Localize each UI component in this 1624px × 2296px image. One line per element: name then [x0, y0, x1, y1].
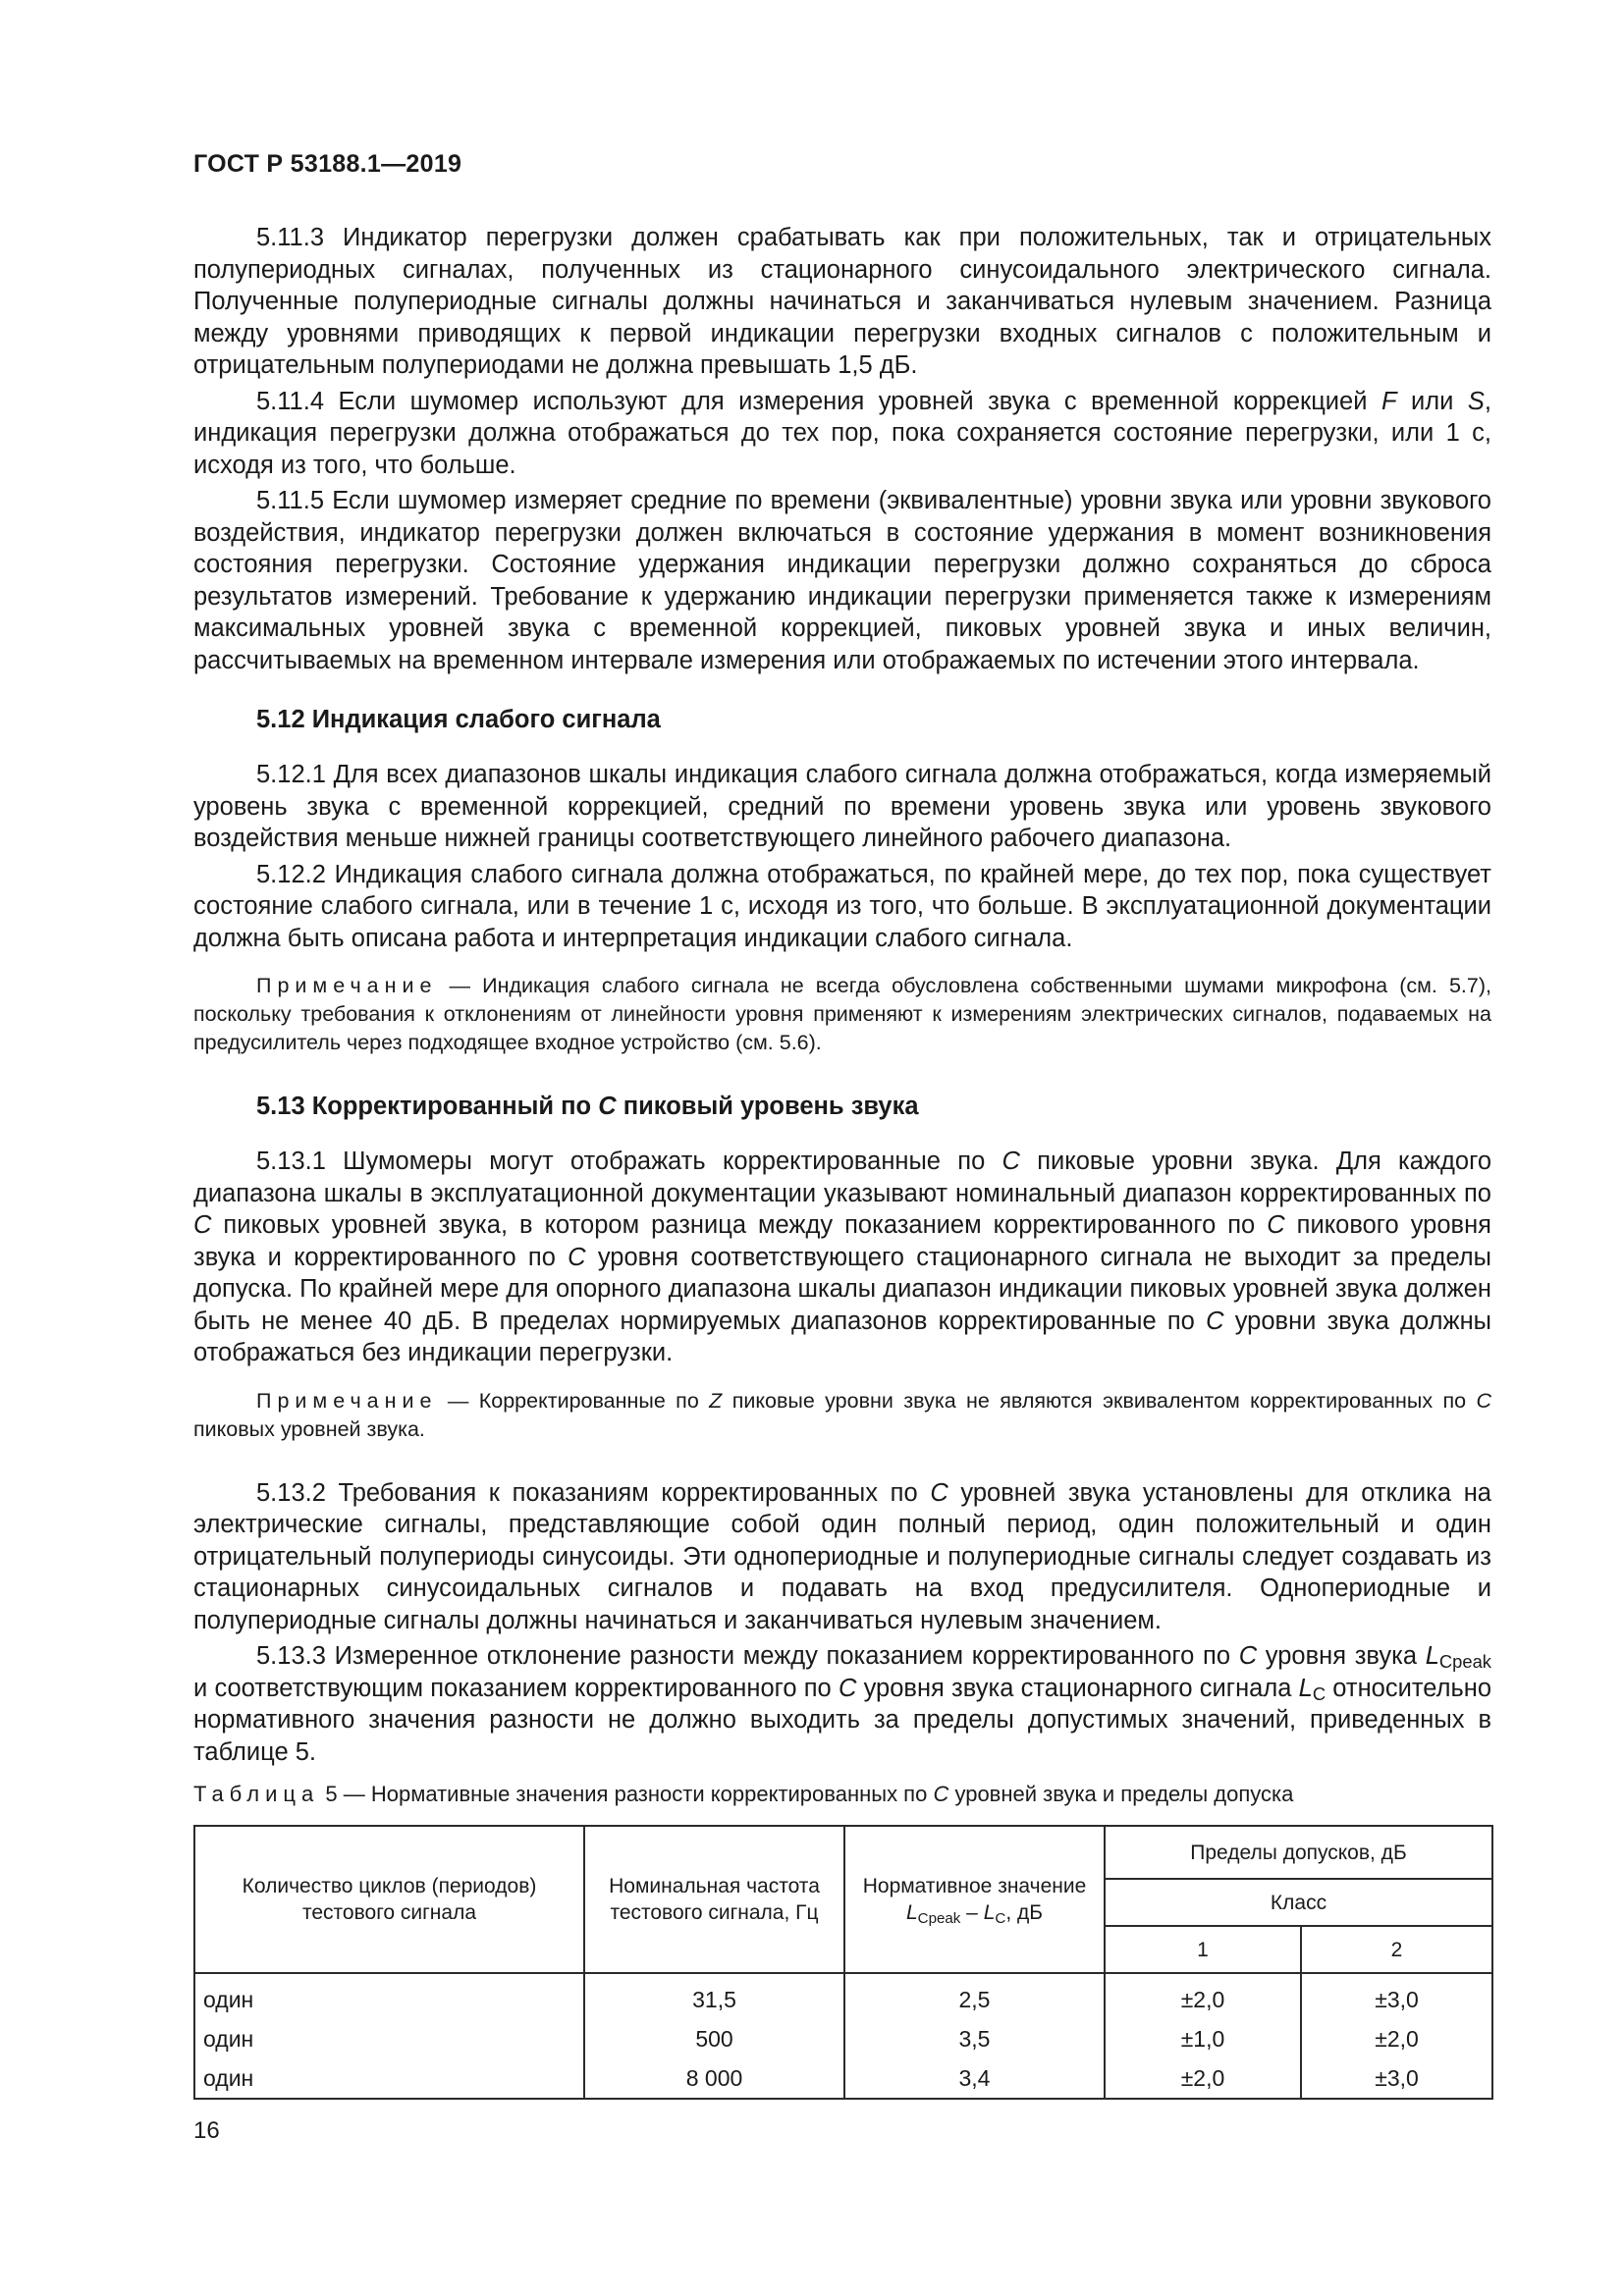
page-number: 16 [193, 2117, 220, 2144]
paragraph-5-13-1: 5.13.1 Шумомеры могут отображать корректированные по C пиковые уровни звука. Для каждого диапазона шкалы в эксплуатационной документации указывают номинальный диапазон корректированных по C пиковых уровней звука, в котором разница между показанием корректированного по C пикового уровня звука и корректированного по C уровня соответствующего стационарного сигнала не выходит за пределы допуска. По крайней мере для опорного диапазона шкалы диапазон индикации пиковых уровней звука должен быть не менее 40 дБ. В пределах нормируемых диапазонов корректированные по C уровни звука должны отображаться без индикации перегрузки. [193, 1148, 1491, 1366]
header-limits: Пределы допусков, дБ [1105, 1826, 1492, 1879]
table-5 [193, 1825, 1493, 2100]
cell-normative: 3,4 [844, 2058, 1105, 2099]
paragraph-5-12-2: 5.12.2 Индикация слабого сигнала должна отображаться, по крайней мере, до тех пор, пока существует состояние слабого сигнала, или в течение 1 с, исходя из того, что больше. В эксплуатационной документации должна быть описана работа и интерпретация индикации слабого сигнала. [193, 860, 1491, 952]
table-caption: Таблица 5 — Нормативные значения разности корректированных по C уровней звука и пределы допуска [193, 1782, 1294, 1806]
body-text [193, 222, 1491, 2100]
cell-class-1: ±2,0 [1105, 1973, 1301, 2019]
table-row [194, 1973, 1492, 2019]
document-header: ГОСТ Р 53188.1—2019 [193, 150, 462, 178]
paragraph-5-11-5: 5.11.5 Если шумомер измеряет средние по времени (эквивалентные) уровни звука или уровни звукового воздействия, индикатор перегрузки должен включаться в состояние удержания в момент возникновения состояния перегрузки. Состояние удержания индикации перегрузки должно сохраняться до сброса результатов измерений. Требование к удержанию индикации перегрузки применяется также к измерениям максимальных уровней звука с временной коррекцией, пиковых уровней звука и иных величин, рассчитываемых на временном интервале измерения или отображаемых по истечении этого интервала. [193, 487, 1491, 674]
cell-class-2: ±3,0 [1301, 2058, 1492, 2099]
table-row [194, 2019, 1492, 2058]
cell-class-2: ±3,0 [1301, 1973, 1492, 2019]
note-5-12: Примечание — Индикация слабого сигнала не всегда обусловлена собственными шумами микрофона (см. 5.7), поскольку требования к отклонениям от линейности уровня применяют к измерениям электрических сигналов, подаваемых на предусилитель через подходящее входное устройство (см. 5.6). [193, 974, 1491, 1054]
paragraph-5-13-3: 5.13.3 Измеренное отклонение разности между показанием корректированного по C уровня звука $L_{Cpeak}$ и соответствующим показанием корректированного по C уровня звука стационарного сигнала $L_C$ относительно нормативного значения разности не должно выходить за пределы допустимых значений, приведенных в таблице 5. [193, 1642, 1492, 1766]
table-row [194, 2058, 1492, 2099]
cell-frequency: 500 [584, 2019, 844, 2058]
paragraph-5-11-3: 5.11.3 Индикатор перегрузки должен срабатывать как при положительных, так и отрицательных полупериодных сигналах, полученных из стационарного синусоидального электрического сигнала. Полученные полупериодные сигналы должны начинаться и заканчиваться нулевым значением. Разница между уровнями приводящих к первой индикации перегрузки входных сигналов с положительным и отрицательным полупериодами не должна превышать 1,5 дБ. [193, 224, 1491, 379]
header-class: Класс [1105, 1879, 1492, 1926]
header-cycles: Количество циклов (периодов) тестового сигнала [194, 1826, 584, 1973]
section-heading-5-13: 5.13 Корректированный по C пиковый уровень звука [256, 1093, 919, 1120]
paragraph-5-11-4: 5.11.4 Если шумомер используют для измерения уровней звука с временной коррекцией F или S, индикация перегрузки должна отображаться до тех пор, пока сохраняется состояние перегрузки, или 1 с, исходя из того, что больше. [193, 387, 1491, 479]
paragraph-5-12-1: 5.12.1 Для всех диапазонов шкалы индикация слабого сигнала должна отображаться, когда измеряемый уровень звука с временной коррекцией, средний по времени уровень звука или уровень звукового воздействия меньше нижней границы соответствующего линейного рабочего диапазона. [193, 761, 1491, 852]
cell-cycles: один [194, 2058, 584, 2099]
cell-frequency: 31,5 [584, 1973, 844, 2019]
cell-class-1: ±2,0 [1105, 2058, 1301, 2099]
cell-normative: 3,5 [844, 2019, 1105, 2058]
paragraph-5-13-2: 5.13.2 Требования к показаниям корректированных по C уровней звука установлены для отклика на электрические сигналы, представляющие собой один полный период, один положительный и один отрицательный полупериоды синусоиды. Эти однопериодные и полупериодные сигналы следует создавать из стационарных синусоидальных сигналов и подавать на вход предусилителя. Однопериодные и полупериодные сигналы должны начинаться и заканчиваться нулевым значением. [193, 1478, 1491, 1634]
document-page [193, 0, 1491, 2296]
cell-frequency: 8 000 [584, 2058, 844, 2099]
cell-normative: 2,5 [844, 1973, 1105, 2019]
cell-cycles: один [194, 2019, 584, 2058]
cell-cycles: один [194, 1973, 584, 2019]
note-5-13: Примечание — Корректированные по Z пиковые уровни звука не являются эквивалентом корректированных по C пиковых уровней звука. [193, 1388, 1492, 1441]
header-class-1: 1 [1105, 1926, 1301, 1973]
section-heading-5-12: 5.12 Индикация слабого сигнала [256, 706, 661, 733]
header-normative: Нормативное значение $L_{Cpeak} - L_C$, дБ [844, 1826, 1105, 1973]
cell-class-2: ±2,0 [1301, 2019, 1492, 2058]
header-class-2: 2 [1301, 1926, 1492, 1973]
cell-class-1: ±1,0 [1105, 2019, 1301, 2058]
header-frequency: Номинальная частота тестового сигнала, Гц [584, 1826, 844, 1973]
